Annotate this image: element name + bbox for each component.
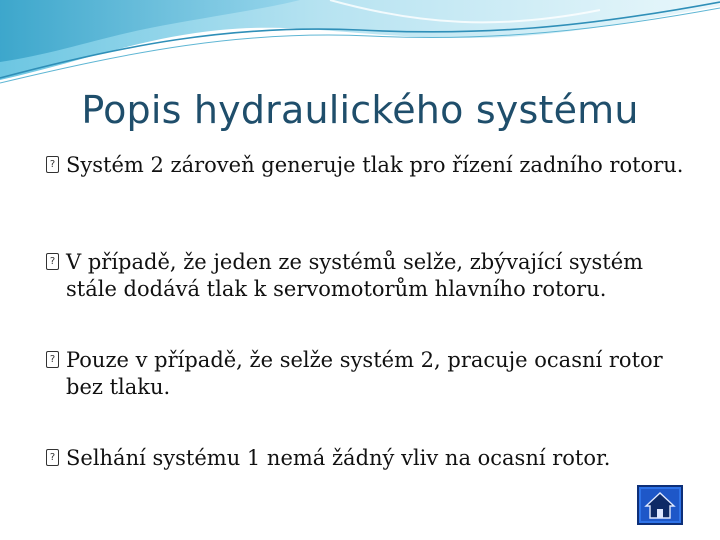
home-icon — [639, 487, 681, 523]
bullet-marker-icon: ? — [46, 253, 59, 270]
bullet-item — [46, 249, 686, 303]
header-wave-decoration — [0, 0, 720, 90]
bullet-text: V případě, že jeden ze systémů selže, zbývající systém stále dodává tlak k servomotorům hlavního rotoru. — [66, 250, 644, 301]
bullet-marker-icon: ? — [46, 156, 59, 173]
bullet-marker-icon: ? — [46, 449, 59, 466]
bullet-item — [46, 152, 683, 179]
bullet-text: Pouze v případě, že selže systém 2, pracuje ocasní rotor bez tlaku. — [66, 348, 663, 399]
bullet-text: Selhání systému 1 nemá žádný vliv na ocasní rotor. — [66, 446, 611, 470]
slide-title: Popis hydraulického systému — [81, 88, 639, 132]
bullet-marker-icon: ? — [46, 351, 59, 368]
bullet-text: Systém 2 zároveň generuje tlak pro řízení zadního rotoru. — [66, 153, 684, 177]
home-button[interactable] — [637, 485, 683, 525]
bullet-item — [46, 445, 610, 472]
bullet-item — [46, 347, 686, 401]
